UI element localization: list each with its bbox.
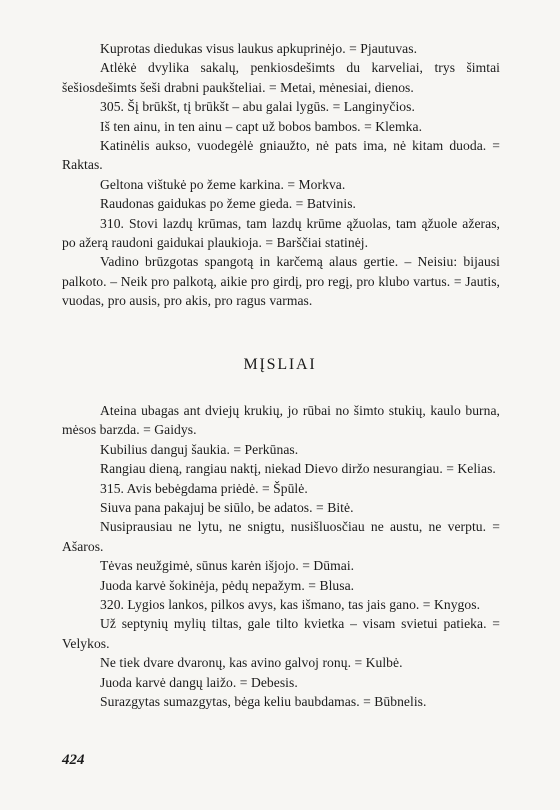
riddle-paragraph: Už septynių mylių tiltas, gale tilto kvietka – visam svietui patieka. = Velykos. <box>62 616 500 651</box>
riddles-block-bottom <box>62 401 500 712</box>
riddle-paragraph: Juoda karvė dangų laižo. = Debesis. <box>100 674 298 690</box>
riddle-paragraph: Geltona vištukė po žeme karkina. = Morkva. <box>100 176 346 192</box>
riddle-paragraph: Raudonas gaidukas po žeme gieda. = Batvinis. <box>100 196 357 212</box>
riddle-paragraph: Kubilius danguj šaukia. = Perkūnas. <box>100 441 299 457</box>
riddle-paragraph: Rangiau dieną, rangiau naktį, niekad Dievo diržo nesurangiau. = Kelias. <box>100 461 496 477</box>
riddle-paragraph: Vadino brūzgotas spangotą in karčemą alaus gertie. – Neisiu: bijausi palkoto. – Neik pro palkotą, aikie pro girdį, pro regį, pro klubo vartus. = Jautis, vuodas, pro ausis, pro akis, pro ragus varmas. <box>62 254 500 309</box>
riddle-paragraph: Nusiprausiau ne lytu, ne snigtu, nusišluosčiau ne austu, ne verptu. = Ašaros. <box>62 519 500 554</box>
riddle-paragraph: 320. Lygios lankos, pilkos avys, kas išmano, tas jais gano. = Knygos. <box>100 597 481 613</box>
riddle-paragraph: Surazgytas sumazgytas, bėga keliu baubdamas. = Būbnelis. <box>100 694 427 710</box>
riddle-paragraph: Iš ten ainu, in ten ainu – capt už bobos bambos. = Klemka. <box>100 118 423 134</box>
riddle-paragraph: Katinėlis aukso, vuodegėlė gniaužto, nė pats ima, nė kitam duoda. = Raktas. <box>62 138 500 173</box>
riddle-paragraph: Ateina ubagas ant dviejų krukių, jo rūbai no šimto stukių, kaulo burna, mėsos barzda. = Gaidys. <box>62 403 500 438</box>
riddle-paragraph: Tėvas neužgimė, sūnus karėn išjojo. = Dūmai. <box>100 558 355 574</box>
riddle-paragraph: 310. Stovi lazdų krūmas, tam lazdų krūme ąžuolas, tam ąžuole ažeras, po ažerą raudoni gaidukai plaukioja. = Barščiai statinėj. <box>62 215 500 251</box>
riddle-paragraph: Kuprotas diedukas visus laukus apkuprinėjo. = Pjautuvas. <box>100 41 418 56</box>
riddle-paragraph: 315. Avis bebėgdama priėdė. = Špūlė. <box>100 480 308 496</box>
riddle-paragraph: Atlėkė dvylika sakalų, penkiosdešimts du karveliai, trys šimtai šešiosdešimts šeši drabni paukšteliai. = Metai, mėnesiai, dienos. <box>62 60 500 95</box>
section-title: MĮSLIAI <box>243 356 317 373</box>
riddle-paragraph: 305. Šį brūkšt, tį brūkšt – abu galai lygūs. = Langinyčios. <box>100 99 415 115</box>
riddle-paragraph: Juoda karvė šokinėja, pėdų nepažym. = Blusa. <box>100 577 355 593</box>
riddles-block-top <box>62 39 500 311</box>
page-number: 424 <box>62 752 85 768</box>
riddle-paragraph: Siuva pana pakajuj be siūlo, be adatos. = Bitė. <box>100 500 354 516</box>
riddle-paragraph: Ne tiek dvare dvaronų, kas avino galvoj ronų. = Kulbė. <box>100 655 403 671</box>
